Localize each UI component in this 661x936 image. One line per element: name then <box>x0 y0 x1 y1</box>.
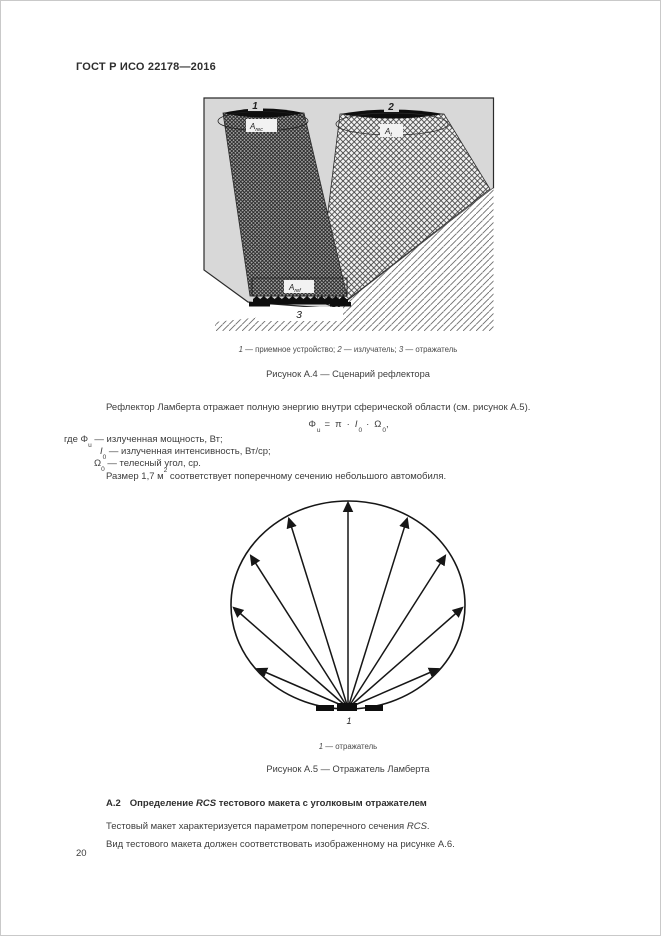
ray-arrow-left-mid <box>234 608 348 708</box>
formula-dot1: · <box>346 419 350 430</box>
legend-num-1: 1 <box>238 345 243 354</box>
section-a2-para1 <box>106 821 430 833</box>
document-title: ГОСТ Р ИСО 22178—2016 <box>76 61 216 73</box>
legend-a5-num: 1 <box>318 742 324 751</box>
formula-phi: Φ <box>308 419 316 430</box>
where-sym-phi: Φ <box>80 434 89 445</box>
ray-arrow-right-high <box>348 556 445 708</box>
formula-omega: Ω <box>374 419 382 430</box>
formula-pi: π <box>335 419 342 430</box>
ray-arrow-left-steep <box>289 519 348 708</box>
emitter-number-label: 2 <box>388 102 394 113</box>
lambert-rays <box>234 503 462 708</box>
ray-arrow-left-low <box>258 669 348 708</box>
formula <box>84 419 612 432</box>
section-a2-number: А.2 <box>106 798 121 809</box>
lambert-reflector-right <box>365 705 383 711</box>
size-note-sup: 2 <box>163 467 168 474</box>
figure-a5-drawing <box>226 491 476 729</box>
lambert-reflector-left <box>316 705 334 711</box>
formula-dot2: · <box>366 419 370 430</box>
formula-intensity-sub: 0 <box>358 426 363 434</box>
where-word: где <box>64 434 78 445</box>
where-line-intensity <box>100 446 271 459</box>
section-a2-heading <box>106 798 427 809</box>
size-note-pre: Размер 1,7 м <box>106 471 164 483</box>
lambert-reflector-number: 1 <box>346 716 352 726</box>
receiver-number-label: 1 <box>252 101 258 112</box>
figure-a5-legend <box>84 742 612 751</box>
where-desc-phi: — излученная мощность, Вт; <box>94 434 223 445</box>
figure-a4-caption: Рисунок А.4 — Сценарий рефлектора <box>266 369 430 379</box>
area-t-label: $A_t$ <box>385 127 392 138</box>
area-ref-label: $A_{ref}$ <box>289 283 301 294</box>
where-line-phi <box>64 434 223 447</box>
area-rec-label: $A_{rec}$ <box>250 122 263 133</box>
where-desc-omega: — телесный угол, ср. <box>107 458 201 469</box>
formula-phi-sub: u <box>316 426 321 434</box>
where-sym-intensity: I <box>100 446 103 457</box>
ray-arrow-left-high <box>251 556 348 708</box>
figure-a5-caption: Рисунок А.5 — Отражатель Ламберта <box>266 764 430 774</box>
figure-a4-drawing <box>203 97 495 333</box>
reflector-number-label: 3 <box>296 309 302 321</box>
section-a2-title-post: тестового макета с уголковым отражателем <box>216 798 427 809</box>
page-number: 20 <box>76 848 87 859</box>
reflector-foot-right <box>330 302 351 307</box>
ray-arrow-right-low <box>348 669 438 708</box>
legend-text-3: — отражатель <box>403 345 458 354</box>
size-note-post: соответствует поперечному сечению небольшого автомобиля. <box>167 471 447 483</box>
legend-a5-text: — отражатель <box>323 742 378 751</box>
legend-text-2: — излучатель; <box>341 345 399 354</box>
legend-text-1: — приемное устройство; <box>243 345 338 354</box>
para1-post: . <box>426 821 430 832</box>
where-sub-intensity: 0 <box>102 453 107 461</box>
where-sub-omega: 0 <box>101 465 105 473</box>
figure-a4-legend <box>84 345 612 354</box>
lambert-reflector-center <box>337 703 357 711</box>
where-line-omega <box>94 458 201 471</box>
where-sub-phi: u <box>88 441 92 449</box>
where-sym-omega: Ω <box>94 458 102 469</box>
legend-num-3: 3 <box>398 345 404 354</box>
legend-num-2: 2 <box>337 345 342 354</box>
ray-arrow-right-mid <box>348 608 462 708</box>
reflector-foot-left <box>249 302 270 307</box>
where-desc-intensity: — излученная интенсивность, Вт/ср; <box>108 446 271 457</box>
formula-omega-sub: 0 <box>382 426 387 434</box>
section-a2-title-pre: Определение <box>129 798 197 809</box>
section-a2-para2: Вид тестового макета должен соответствовать изображенному на рисунке А.6. <box>106 839 455 850</box>
para1-pre: Тестовый макет характеризуется параметром поперечного сечения <box>106 821 407 832</box>
ray-arrow-right-steep <box>348 519 407 708</box>
para1-rcs: RCS <box>406 821 427 832</box>
size-note <box>106 467 447 483</box>
section-a2-title-rcs: RCS <box>196 798 217 809</box>
formula-equals: = <box>324 419 331 430</box>
formula-intensity: I <box>354 419 358 430</box>
formula-comma: , <box>386 419 389 430</box>
intro-paragraph: Рефлектор Ламберта отражает полную энергию внутри сферической области (см. рисунок А.5). <box>106 402 531 413</box>
